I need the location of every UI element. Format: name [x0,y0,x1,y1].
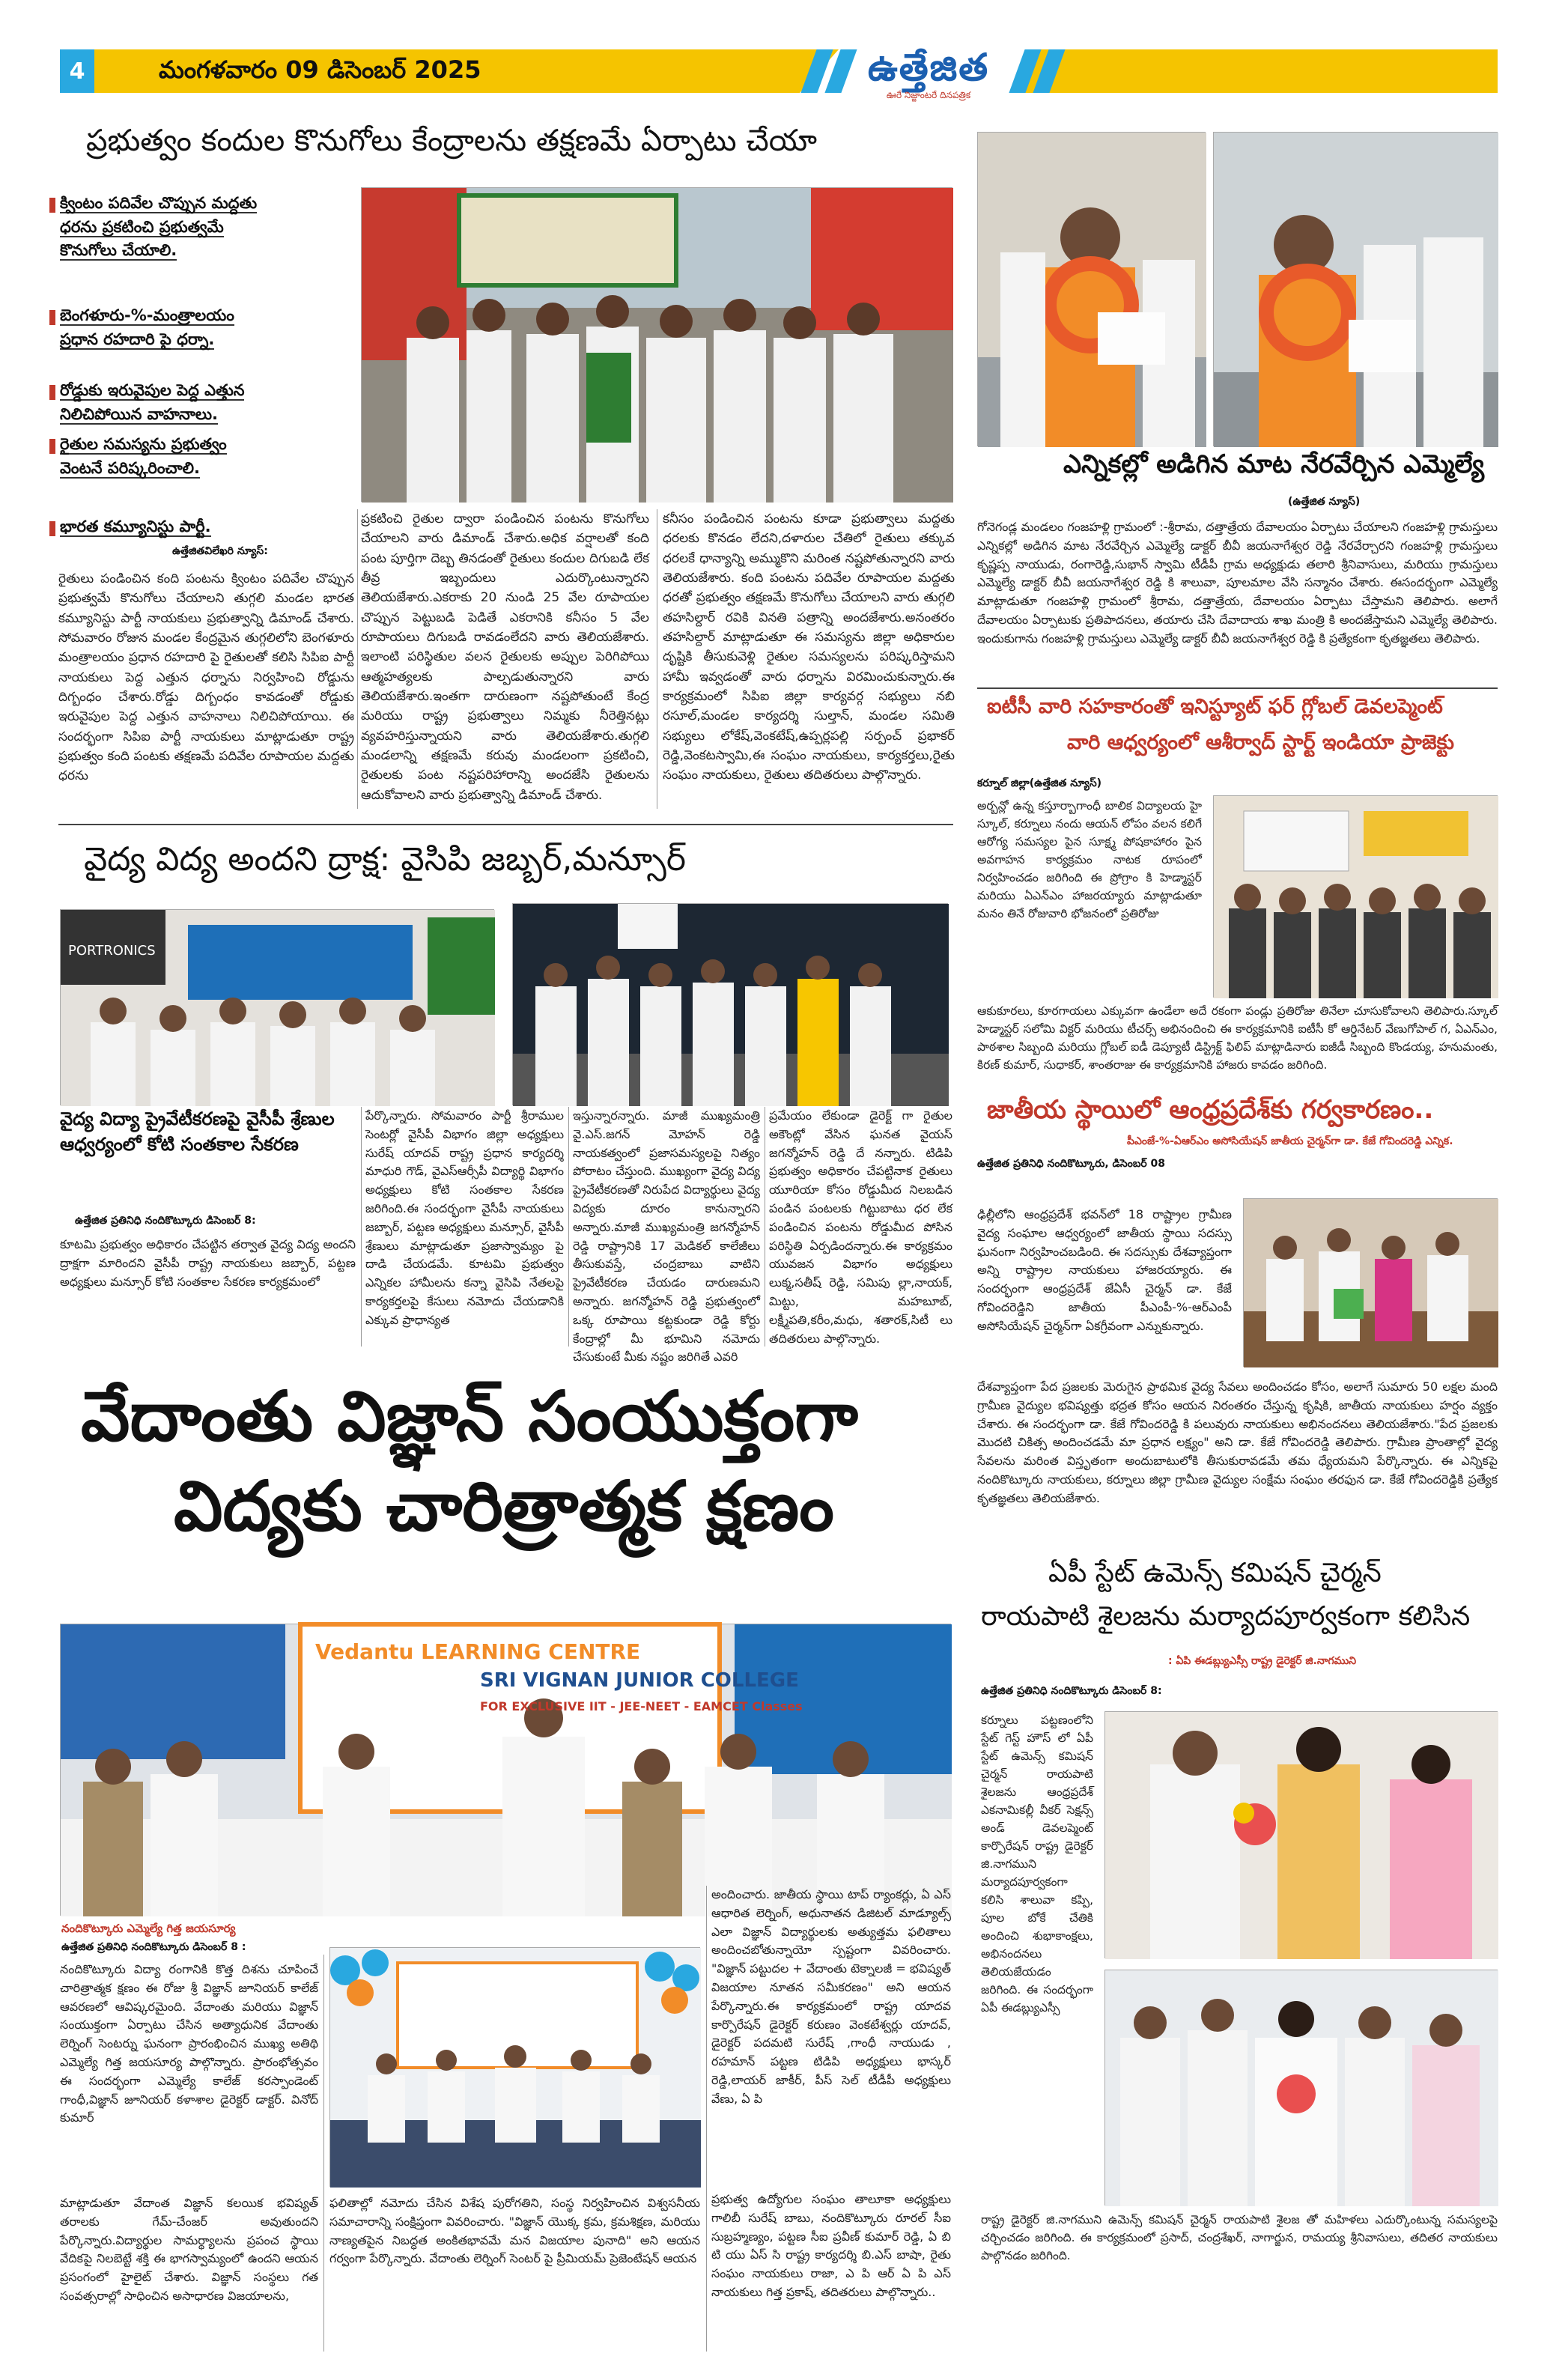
story4-headline: జాతీయ స్థాయిలో ఆంధ్రప్రదేశ్‌కు గర్వకారణం.. [987,1095,1434,1125]
story3-body-bottom: ఆకుకూరలు, కూరగాయలు ఎక్కువగా ఉండేలా అదే రకంగా పండ్లు ప్రతిరోజు తినేలా చూసుకోవాలని తెలిపారు.స్కూల్ హెడ్మాస్టర్ సలోమి విక్టర్ మరియు టీచర్స్ అభినందించి ఈ కార్యక్రమానికి ఐటీసీ కో ఆర్డినేటర్ వేణుగోపాల్ గ, ఏఎన్ఎం, పాఠశాల సిబ్బంది మరియు గ్లోబల్ ఐడీ డెప్యూటీ డిస్ట్రిక్ట్ ఫిలిప్ మాట్లాడినారు ఐజీడీ సిబ్బంది కొండయ్య, హనుమంతు, కిరణ్ కుమార్, సుధాకర్, శాంతరాజు ఈ కార్యక్రమానికి హాజరు కావడం జరిగింది. [977,1004,1498,1072]
story6-column-2-bottom: ఫలితాల్లో నమోదు చేసిన విశేష పురోగతిని, సంస్థ నిర్వహించిన విశ్వసనీయ సమాచారాన్ని సంక్షిప్తంగా వివరించారు. "విజ్ఞాన్ యొక్క క్రమ, క్రమశిక్షణ, మరియు నాణ్యతపైన నిబద్ధత అంకితభావమే మన విజయాల పునాది" అని ఆయన గర్వంగా పేర్కొన్నారు. వేదాంతు లెర్నింగ్ సెంటర్ పై ప్రీమియమ్ ప్రెజెంటేషన్ ఆయన [329,2196,700,2266]
story1-byline: ఉత్తేజితవిలేఖరి న్యూస్: [172,545,268,557]
story1-bullet [60,379,262,426]
story3-headline-line-1: ఐటీసీ వారి సహకారంతో ఇనిస్ట్యూట్ ఫర్ గ్లోబల్ డెవలప్మెంట్ [987,695,1443,718]
story4-body-left: ఢిల్లీలోని ఆంధ్రప్రదేశ్ భవన్‌లో 18 రాష్ట్రాల గ్రామీణ వైద్య సంఘాల ఆధ్వర్యంలో జాతీయ స్థాయి సదస్సు ఘనంగా నిర్వహించబడింది. ఈ సదస్సుకు దేశవ్యాప్తంగా అన్ని రాష్ట్రాల నాయకులు హాజరయ్యారు. ఈ సందర్భంగా ఆంధ్రప్రదేశ్ జేఏసీ చైర్మన్ డా. కేజే గోవిందరెడ్డిని జాతీయ పీఎంపీ-%-ఆర్ఎంపీ అసోసియేషన్ చైర్మన్‌గా ఏకగ్రీవంగా ఎన్నుకున్నారు. [977,1207,1232,1333]
mlo-felicitation-photo-2 [1213,132,1498,446]
commission-meeting-photo-1 [1104,1711,1498,1958]
story2-headline: ఎన్నికల్లో అడిగిన మాట నేరవేర్చిన ఎమ్మెల్యే [1063,449,1485,479]
story7-full-width: రాష్ట్ర డైరెక్టర్ జి.నాగముని ఉమెన్స్ కమిషన్ చైర్మన్ రాయపాటి శైలజ తో మహిళలు ఎదుర్కొంటున్న సమస్యలపై చర్చించడం జరిగింది. ఈ కార్యక్రమంలో ప్రసాద్, చంద్రశేఖర్, నాగార్జున, రామయ్య శ్రీనివాసులు, తదితర నాయకులు పాల్గొనడం జరిగింది. [981,2213,1498,2263]
vedantu-launch-art [61,1624,952,1916]
story5-byline: ఉత్తేజిత ప్రతినిధి నందికొట్కూరు డిసెంబర్ 8: [75,1215,256,1227]
column-divider [357,509,358,809]
commission-meeting-art [1105,1970,1498,2206]
column-divider [323,1955,324,2352]
school-awareness-art [1214,796,1498,998]
bullet-text: రోడ్డుకు ఇరువైపుల పెద్ద ఎత్తున నిలిచిపోయిన వాహనాలు. [60,381,245,423]
night-rally-art [513,904,949,1106]
story7-headline-line-1: ఏపీ స్టేట్ ఉమెన్స్ కమిషన్ చైర్మన్ [1048,1558,1382,1588]
story5-column-4: ప్రమేయం లేకుండా డైరెక్ట్ గా రైతుల అకౌంట్లో వేసిన ఘనత వైయస్ జగన్మోహన్ రెడ్డి దే నన్నారు. టిడిపి ప్రభుత్వం అధికారం చేపట్టినాక రైతులు యూరియా కోసం రోడ్డుమీద నిలబడిన పండిన పంటలకు గిట్టుబాటు ధర లేక పండించిన పంటను రోడ్డుమీద పోసిన పరిస్థితి ఏర్పడిందన్నారు.ఈ కార్యక్రమం యువజన విభాగం అధ్యక్షులు లుక్మ,సతీష్ రెడ్డి, సమిపు ల్లా,నాయక్, మిట్టు, మహబూబ్, లక్ష్మీపతి,కరీం,మధు, శతారక్,సిటీ లు తదితరులు పాల్గొన్నారు. [769,1108,952,1346]
bullet-text: రైతుల సమస్యను ప్రభుత్వం వెంటనే పరిష్కరించాలి. [60,435,227,477]
story1-column-1: రైతులు పండించిన కంది పంటను క్వింటం పదివేల చొప్పున ప్రభుత్వమే కొనుగోలు చేయాలని తుగ్గలి మండల భారత కమ్యూనిస్టు పార్టీ నాయకులు ప్రభుత్వాన్ని డిమాండ్ చేశారు. సోమవారం రోజున మండల కేంద్రమైన తుగ్గలిలోని బెంగళూరు మంత్రాలయం ప్రధాన రహదారి పై రైతులతో కలిసి సిపిఐ పార్టీ నాయకులు పెద్ద ఎత్తున ధర్నాను నిర్వహించి రోడ్డును దిగ్బంధం చేశారు.రోడ్డు దిగ్బంధం కావడంతో రోడ్డుకు ఇరువైపుల పెద్ద ఎత్తున వాహనాలు నిలిచిపోయాయి. ఈ సందర్భంగా సిపిఐ పార్టీ నాయకులు మాట్లాడుతూ రాష్ట్ర ప్రభుత్వం కంది పంటకు తక్షణమే పదివేల రూపాయల మద్దతు ధరను [58,571,354,784]
story5-column-3: ఇస్తున్నారన్నారు. మాజీ ముఖ్యమంత్రి వై.ఎస్.జగన్ మోహన్ రెడ్డి నాయకత్వంలో ప్రజాసమస్యలపై నిత్యం పోరాటం చేస్తుంది. ముఖ్యంగా వైద్య విద్య ప్రైవేటీకరణతో నిరుపేద విద్యార్థులు వైద్య విద్యకు దూరం కానున్నారని అన్నారు.మాజీ ముఖ్యమంత్రి జగన్మోహన్ రెడ్డి రాష్ట్రానికి 17 మెడికల్ కాలేజీలు తీసుకువస్తే, చంద్రబాబు వాటిని ప్రైవేటీకరణ చేయడం దారుణమని అన్నారు. జగన్మోహన్ రెడ్డి ప్రభుత్వంలో ఒక్క రూపాయి కట్టకుండా రెడ్డి కోర్టు కేంద్రాల్లో మీ భూమిని నమోదు చేసుకుంటే మీకు నష్టం జరిగితే ఎవరి [573,1108,760,1364]
story6-headline-line-2: విద్యకు చారిత్రాత్మక క్షణం [174,1466,834,1546]
bullet-text: భారత కమ్యూనిస్టు పార్టీ. [60,517,211,535]
story1-column-3: కనీసం పండించిన పంటను కూడా ప్రభుత్వాలు మద్దతు ధరలకు కొనడం లేదని,దళారుల చేతిలో రైతులు తక్కువ ధరలకే ధాన్యాన్ని అమ్ముకొని మరింత నష్టపోతున్నారని వారు తెలియజేశారు. కంది పంటను పదివేల రూపాయల మద్దతు ధరతో ప్రభుత్వం తక్షణమే కొనుగోలు చేయాలని వారు తుగ్గలి తహసిల్దార్ రవికి వినతి పత్రాన్ని అందజేశారు.అనంతరం తహసిల్దార్ మాట్లాడుతూ ఈ సమస్యను జిల్లా అధికారుల దృష్టికి తీసుకువెళ్లి రైతుల సమస్యలను పరిష్కరిస్తామని హామీ ఇవ్వడంతో వారు ధర్నాను విరమించుకున్నారు.ఈ కార్యక్రమంలో సిపిఐ జిల్లా కార్యవర్గ సభ్యులు నబి రసూల్,మండల కార్యదర్శి సుల్తాన్, మండల సమితి సభ్యులు లోకేష్,వెంకటేష్,ఉప్పర్లపల్లి సర్పంచ్ ప్రభాకర్ రెడ్డి,వెంకటస్వామి,ఈ సంఘం నాయకులు, కార్యకర్తలు,రైతు సంఘం నాయకులు, రైతులు తదితరులు పాల్గొన్నారు. [663,511,955,783]
story5-column-2: పేర్కొన్నారు. సోమవారం పార్టీ శ్రీరాముల సెంటర్లో వైసీపీ విభాగం జిల్లా అధ్యక్షులు సురేష్ యాదవ్ రాష్ట్ర ప్రధాన కార్యదర్శి మాధురి గౌడ్, వైఎస్ఆర్సీపీ విద్యార్థి విభాగం అధ్యక్షులు కోటి సంతకాల సేకరణ జరిగింది.ఈ సందర్భంగా వైసీపీ నాయకులు జబ్బార్, పట్టణ అధ్యక్షులు మన్సూర్, వైసీపీ శ్రేణులు మాట్లాడుతూ ప్రజాస్వామ్యం పై దాడి చేయడమే. కూటమి ప్రభుత్వం ఎన్నికల హామీలను కన్నా వైసిపి నేతలపై కార్యకర్తలపై కేసులు నమోదు చేయడానికి ఎక్కువ ప్రాధాన్యత [365,1108,564,1327]
story5-photo-caption: వైద్య విద్యా ప్రైవేటీకరణపై వైసీపీ శ్రేణుల ఆధ్వర్యంలో కోటి సంతకాల సేకరణ [60,1108,335,1155]
vedantu-launch-photo [60,1624,951,1916]
story1-bullet [60,433,262,480]
story6-column-1-bottom: మాట్లాడుతూ వేదాంత విజ్ఞాన్ కలయిక భవిష్యత్ తరాలకు గేమ్-చేంజర్ అవుతుందని పేర్కొన్నారు.విద్యార్థుల సామర్థ్యాలను ప్రపంచ స్థాయి వేదికపై నిలబెట్టే శక్తి ఈ భాగస్వామ్యంలో ఉందని ఆయన ప్రసంగంలో హైలైట్ చేశారు. విజ్ఞాన్ సంస్థలు గత సంవత్సరాల్లో సాధించిన అసాధారణ విజయాలను, [60,2196,318,2303]
column-divider [361,1107,362,1347]
column-divider [568,1107,569,1347]
story1-column-2: ప్రకటించి రైతుల ద్వారా పండించిన పంటను కొనుగోలు చేయాలని వారు డిమాండ్ చేశారు.అధిక వర్షాలతో కంది పంట పూర్తిగా దెబ్బ తినడంతో రైతులు కందుల దిగుబడి లేక తీవ్ర ఇబ్బందులు ఎదుర్కొంటున్నారని తెలియజేశారు.ఎకరాకు 20 నుండి 25 వేల రూపాయల చొప్పున పెట్టుబడి పెడితే ఎకరానికి కనీసం 5 వేల రూపాయలు దిగుబడి రావడంలేదని వారు తెలియజేశారు. ఇలాంటి పరిస్థితుల వలన రైతులకు అప్పుల పెరిగిపోయి ఆత్మహత్యలకు పాల్పడుతున్నారని వారు తెలియజేశారు.ఇంతగా దారుణంగా నష్టపోతుంటే కేంద్ర మరియు రాష్ట్ర ప్రభుత్వాలు నిమ్మకు నీరెత్తినట్లు వ్యవహరిస్తున్నాయని వారు తెలియజేశారు.తుగ్గలి మండలాన్ని తక్షణమే కరువు మండలంగా ప్రకటించి, రైతులకు పంట నష్టపరిహారాన్ని అందజేసి రైతులను ఆదుకోవాలని వారు ప్రభుత్వాన్ని డిమాండ్ చేశారు. [361,511,649,803]
vedantu-stage-photo [329,1947,700,2187]
association-meeting-photo [1243,1198,1498,1367]
story3-headline-line-2: వారి ఆధ్వర్యంలో ఆశీర్వాద్ స్టార్ట్ ఇండియా ప్రాజెక్టు [1067,731,1454,754]
story6-column-3: అందించారు. జాతీయ స్థాయి టాప్ ర్యాంకర్లు, ఏ ఎస్ ఆధారిత లెర్నింగ్, అధునాతన డిజిటల్ మాడ్యూల్స్ ఎలా విజ్ఞాన్ విద్యార్థులకు అత్యుత్తమ ఫలితాలు అందించబోతున్నాయో స్పష్టంగా వివరించారు. "విజ్ఞాన్ పట్టుదల + వేదాంతు టెక్నాలజీ = భవిష్యత్ విజయాల నూతన సమీకరణం" అని ఆయన పేర్కొన్నారు.ఈ కార్యక్రమంలో రాష్ట్ర యాదవ కార్పొరేషన్ డైరెక్టర్ కరుణం వెంకటేశ్వర్లు యాదవ్, డైరెక్టర్ పదమటి సురేష్ ,గాంధీ నాయుడు , రహమాన్ పట్టణ టిడిపి అధ్యక్షులు భాస్కర్ రెడ్డి,లాయర్ జాకీర్, పీస్ సెల్ టీడీపీ అధ్యక్షులు వేణు, ఏ పి [711,1887,951,2106]
story3-byline: కర్నూల్ జిల్లా(ఉత్తేజిత న్యూస్) [977,777,1102,789]
story6-photo-caption: నందికొట్కూరు ఎమ్మెల్యే గిత్త జయసూర్య [61,1922,236,1935]
story3-body-top: అర్బన్లో ఉన్న కస్తూర్బాగాంధీ బాలిక విద్యాలయ హై స్కూల్, కర్నూలు నందు ఆయన్ లోపం వలన కలిగే ఆరోగ్య సమస్యల పైన సూక్ష్మ పోషకాహారం పైన అవగాహన కార్యక్రమం నాటక రూపంలో నిర్వహించడం జరిగింది ఈ ప్రోగ్రాం కి హెడ్మాస్టర్ మరియు ఏఎన్ఎం హాజరయ్యారు మాట్లాడుతూ మనం తినే రోజువారి భోజనంలో ప్రతిరోజు [977,799,1202,921]
story7-narrow-column: కర్నూలు పట్టణంలోని స్టేట్ గెస్ట్ హౌస్ లో ఏపీ స్టేట్ ఉమెన్స్ కమిషన్ చైర్మన్ రాయపాటి శైలజను ఆంధ్రప్రదేశ్ ఎకనామికల్లీ వీకర్ సెక్షన్స్ అండ్ డెవలప్మెంట్ కార్పొరేషన్ రాష్ట్ర డైరెక్టర్ జి.నాగముని మర్యాదపూర్వకంగా కలిసి శాలువా కప్పి, పూల బోకే చేతికి అందించి శుభాకాంక్షలు, అభినందనలు తెలియజేయడం జరిగింది. ఈ సందర్భంగా ఏపీ ఈడబ్ల్యుఎస్సీ [981,1713,1093,2015]
bullet-text: బెంగళూరు-%-మంత్రాలయం ప్రధాన రహదారి పై ధర్నా. [60,306,234,348]
story7-headline-line-2: రాయపాటి శైలజను మర్యాదపూర్వకంగా కలిసిన [981,1601,1471,1632]
section-rule [58,824,953,825]
story1-bullet [60,515,262,539]
vedantu-banner-title: Vedantu LEARNING CENTRE [315,1639,641,1664]
page-number: 4 [60,49,94,93]
story4-byline: ఉత్తేజిత ప్రతినిధి నందికొట్కూరు, డిసెంబర్ 08 [977,1158,1166,1170]
story7-byline: ఉత్తేజిత ప్రతినిధి నందికొట్కూరు డిసెంబర్ 8: [981,1685,1162,1697]
story5-headline: వైద్య విద్య అందని ద్రాక్ష: వైసిపి జబ్బర్,మన్సూర్ [84,840,687,878]
vedantu-stage-art [330,1948,701,2188]
commission-meeting-art [1105,1712,1498,1959]
protest-photo-art [362,188,953,503]
story7-subhead: : ఏపి ఈడబ్ల్యుఎస్సీ రాష్ట్ర డైరెక్టర్ జి.నాగముని [1168,1655,1357,1667]
story2-body: గోనెగండ్ల మండలం గంజహళ్లి గ్రామంలో :-శ్రీరామ, దత్తాత్రేయ దేవాలయం ఏర్పాటు చేయాలని గంజహళ్లి గ్రామస్తులు ఎన్నికల్లో అడిగిన మాట నేరవేర్చిన ఎమ్మెల్యే డాక్టర్ బీవీ జయనాగేశ్వర రెడ్డి నేరవేర్చారని గంజహళ్లి గ్రామస్తులు కృష్ణప్ప నాయుడు, రంగారెడ్డి,సుభాన్ స్వామి టీడీపీ గ్రామ అధ్యక్షుడు తలారి శ్రీనివాసులు, మరియు గ్రామస్తులు ఎమ్మెల్యే డాక్టర్ బీవీ జయనాగేశ్వర రెడ్డి కి శాలువా, పూలమాల వేసి సన్మానం చేశారు. ఈసందర్భంగా ఎమ్మెల్యే మాట్లాడుతూ గంజహళ్లి గ్రామంలో శ్రీరామ, దత్తాత్రేయ, దేవాలయం ఏర్పాటు చేస్తామని తెలిపారు. అలాగే దేవాలయం ఏర్పాటుకు ప్రతిపాదనలు, తయారు చేసి దేవాదాయ శాఖ మంత్రి కి అందజేస్తామని ఎమ్మెల్యే తెలిపారు. ఇందుకుగాను గంజహళ్లి గ్రామస్తులు ఎమ్మెల్యే డాక్టర్ బీవీ జయనాగేశ్వర రెడ్డి కి ప్రత్యేకంగా కృతజ్ఞతలు తెలిపారు. [977,520,1498,646]
issue-date: మంగళవారం 09 డిసెంబర్ 2025 [159,55,481,84]
story6-headline-line-1: వేదాంతు విజ్ఞాన్ సంయుక్తంగా [81,1376,858,1457]
story6-column-1: నందికొట్కూరు విద్యా రంగానికి కొత్త దిశను చూపించే చారిత్రాత్మక క్షణం ఈ రోజు శ్రీ విజ్ఞాన్ జూనియర్ కాలేజ్ ఆవరణలో ఆవిష్కరమైంది. వేదాంతు మరియు విజ్ఞాన్ సంయుక్తంగా ఏర్పాటు చేసిన అత్యాధునిక వేదాంతు లెర్నింగ్ సెంటర్ను ఘనంగా ప్రారంభించిన ముఖ్య అతిథి ఎమ్మెల్యే గిత్త జయసూర్య పాల్గొన్నారు. ప్రారంభోత్సవం ఈ సందర్భంగా ఎమ్మెల్యే కాలేజ్ కరస్పాండెంట్ గాంధీ,విజ్ఞాన్ జూనియర్ కళాశాల డైరెక్టర్ డాక్టర్. వినోద్ కుమార్ [60,1962,318,2125]
story1-bullet [60,192,262,263]
masthead-title: ఉత్తేజిత [867,45,990,89]
signature-campaign-photo-1 [60,909,494,1105]
masthead-logo[interactable] [854,45,1003,105]
felicitation-art [978,133,1206,447]
header-bar-right [1011,49,1498,93]
story1-headline: ప్రభుత్వం కందుల కొనుగోలు కేంద్రాలను తక్షణమే ఏర్పాటు చేయా [86,124,818,158]
section-rule [977,687,1498,689]
commission-meeting-photo-2 [1104,1970,1498,2205]
story6-column-4: ప్రభుత్వ ఉద్యోగుల సంఘం తాలూకా అధ్యక్షులు గాలిబీ సురేష్ బాబు, నందికొట్కూరు రూరల్ సీఐ సుబ్రహ్మణ్యం, పట్టణ సీఐ ప్రవీణ్ కుమార్ రెడ్డి, ఏ బి టి యు ఏస్ సి రాష్ట్ర కార్యదర్శి బి.ఎస్ బాషా, రైతు సంఘం నాయకులు రాజా, ఎ పి ఆర్ ఏ పి ఎస్ నాయకులు గిత్త ప్రకాష్, తదితరులు పాల్గొన్నారు.. [711,2192,951,2299]
story4-subhead: పీఎంజే-%-ఏఆర్ఎం అసోసియేషన్ జాతీయ చైర్మన్‌గా డా. కేజే గోవిందరెడ్డి ఎన్నిక. [1127,1135,1453,1147]
association-meeting-art [1244,1199,1498,1367]
story4-body-full: దేశవ్యాప్తంగా పేద ప్రజలకు మెరుగైన ప్రాథమిక వైద్య సేవలు అందించడం కోసం, అలాగే సుమారు 50 లక్షల మంది గ్రామీణ వైద్యుల భవిష్యత్తు భద్రత కోసం ఆయన నిరంతరం చేస్తున్న కృషికి, జాతీయ నాయకులు హర్షం వ్యక్తం చేశారు. ఈ సందర్భంగా డా. కేజే గోవిందరెడ్డి కి పలువురు నాయకులు అభినందనలు తెలియజేశారు."పేద ప్రజలకు మొదటి చికిత్స అందించడమే మా ప్రధాన లక్ష్యం" అని డా. కేజే గోవిందరెడ్డి తెలిపారు. గ్రామీణ ప్రాంతాల్లో వైద్య సేవలను మరింత విస్తృతంగా అందుబాటులోకి తీసుకురావడమే తమ ధ్యేయమని పేర్కొన్నారు. ఈ ఎన్నికపై నందికొట్కూరు నాయకులు, కర్నూలు జిల్లా గ్రామీణ వైద్యుల సంక్షేమ సంఘం తరఫున డా. కేజే గోవిందరెడ్డికి ప్రత్యేక కృతజ్ఞతలు తెలియజేశారు. [977,1379,1498,1505]
protest-photo [361,187,952,502]
school-awareness-photo [1213,795,1498,998]
page-header [60,45,1498,100]
signature-campaign-photo-2 [512,903,948,1105]
story6-byline: ఉత్తేజిత ప్రతినిధి నందికొట్కూరు డిసెంబర్ 8 : [61,1941,246,1953]
vignan-banner-title: SRI VIGNAN JUNIOR COLLEGE [480,1669,799,1692]
story2-byline: (ఉత్తేజిత న్యూస్) [1288,496,1361,508]
svg-text:PORTRONICS: PORTRONICS [68,943,156,959]
mlo-felicitation-photo-1 [977,132,1206,446]
masthead-tagline: ఊరే నిజ్జాంటరే దినపత్రిక [886,90,971,100]
story1-bullet [60,304,262,351]
felicitation-art [1214,133,1498,447]
signature-campaign-art [61,910,495,1106]
column-divider [706,1886,707,2352]
bullet-text: క్వింటం పదివేల చొప్పున మద్దతు ధరను ప్రకటించి ప్రభుత్వమే కొనుగోలు చేయాలి. [60,194,258,259]
story5-column-1: కూటమి ప్రభుత్వం అధికారం చేపట్టిన తర్వాత వైద్య విద్య అందని ద్రాక్షగా మారిందని వైసీపీ రాష్ట్ర నాయకులు జబ్బార్, పట్టణ అధ్యక్షులు మన్సూర్ కోటి సంతకాల సేకరణ కార్యక్రమంలో [60,1237,356,1289]
vignan-banner-subtitle: FOR EXCLUSIVE IIT - JEE-NEET - EAMCET Classes [480,1699,803,1713]
